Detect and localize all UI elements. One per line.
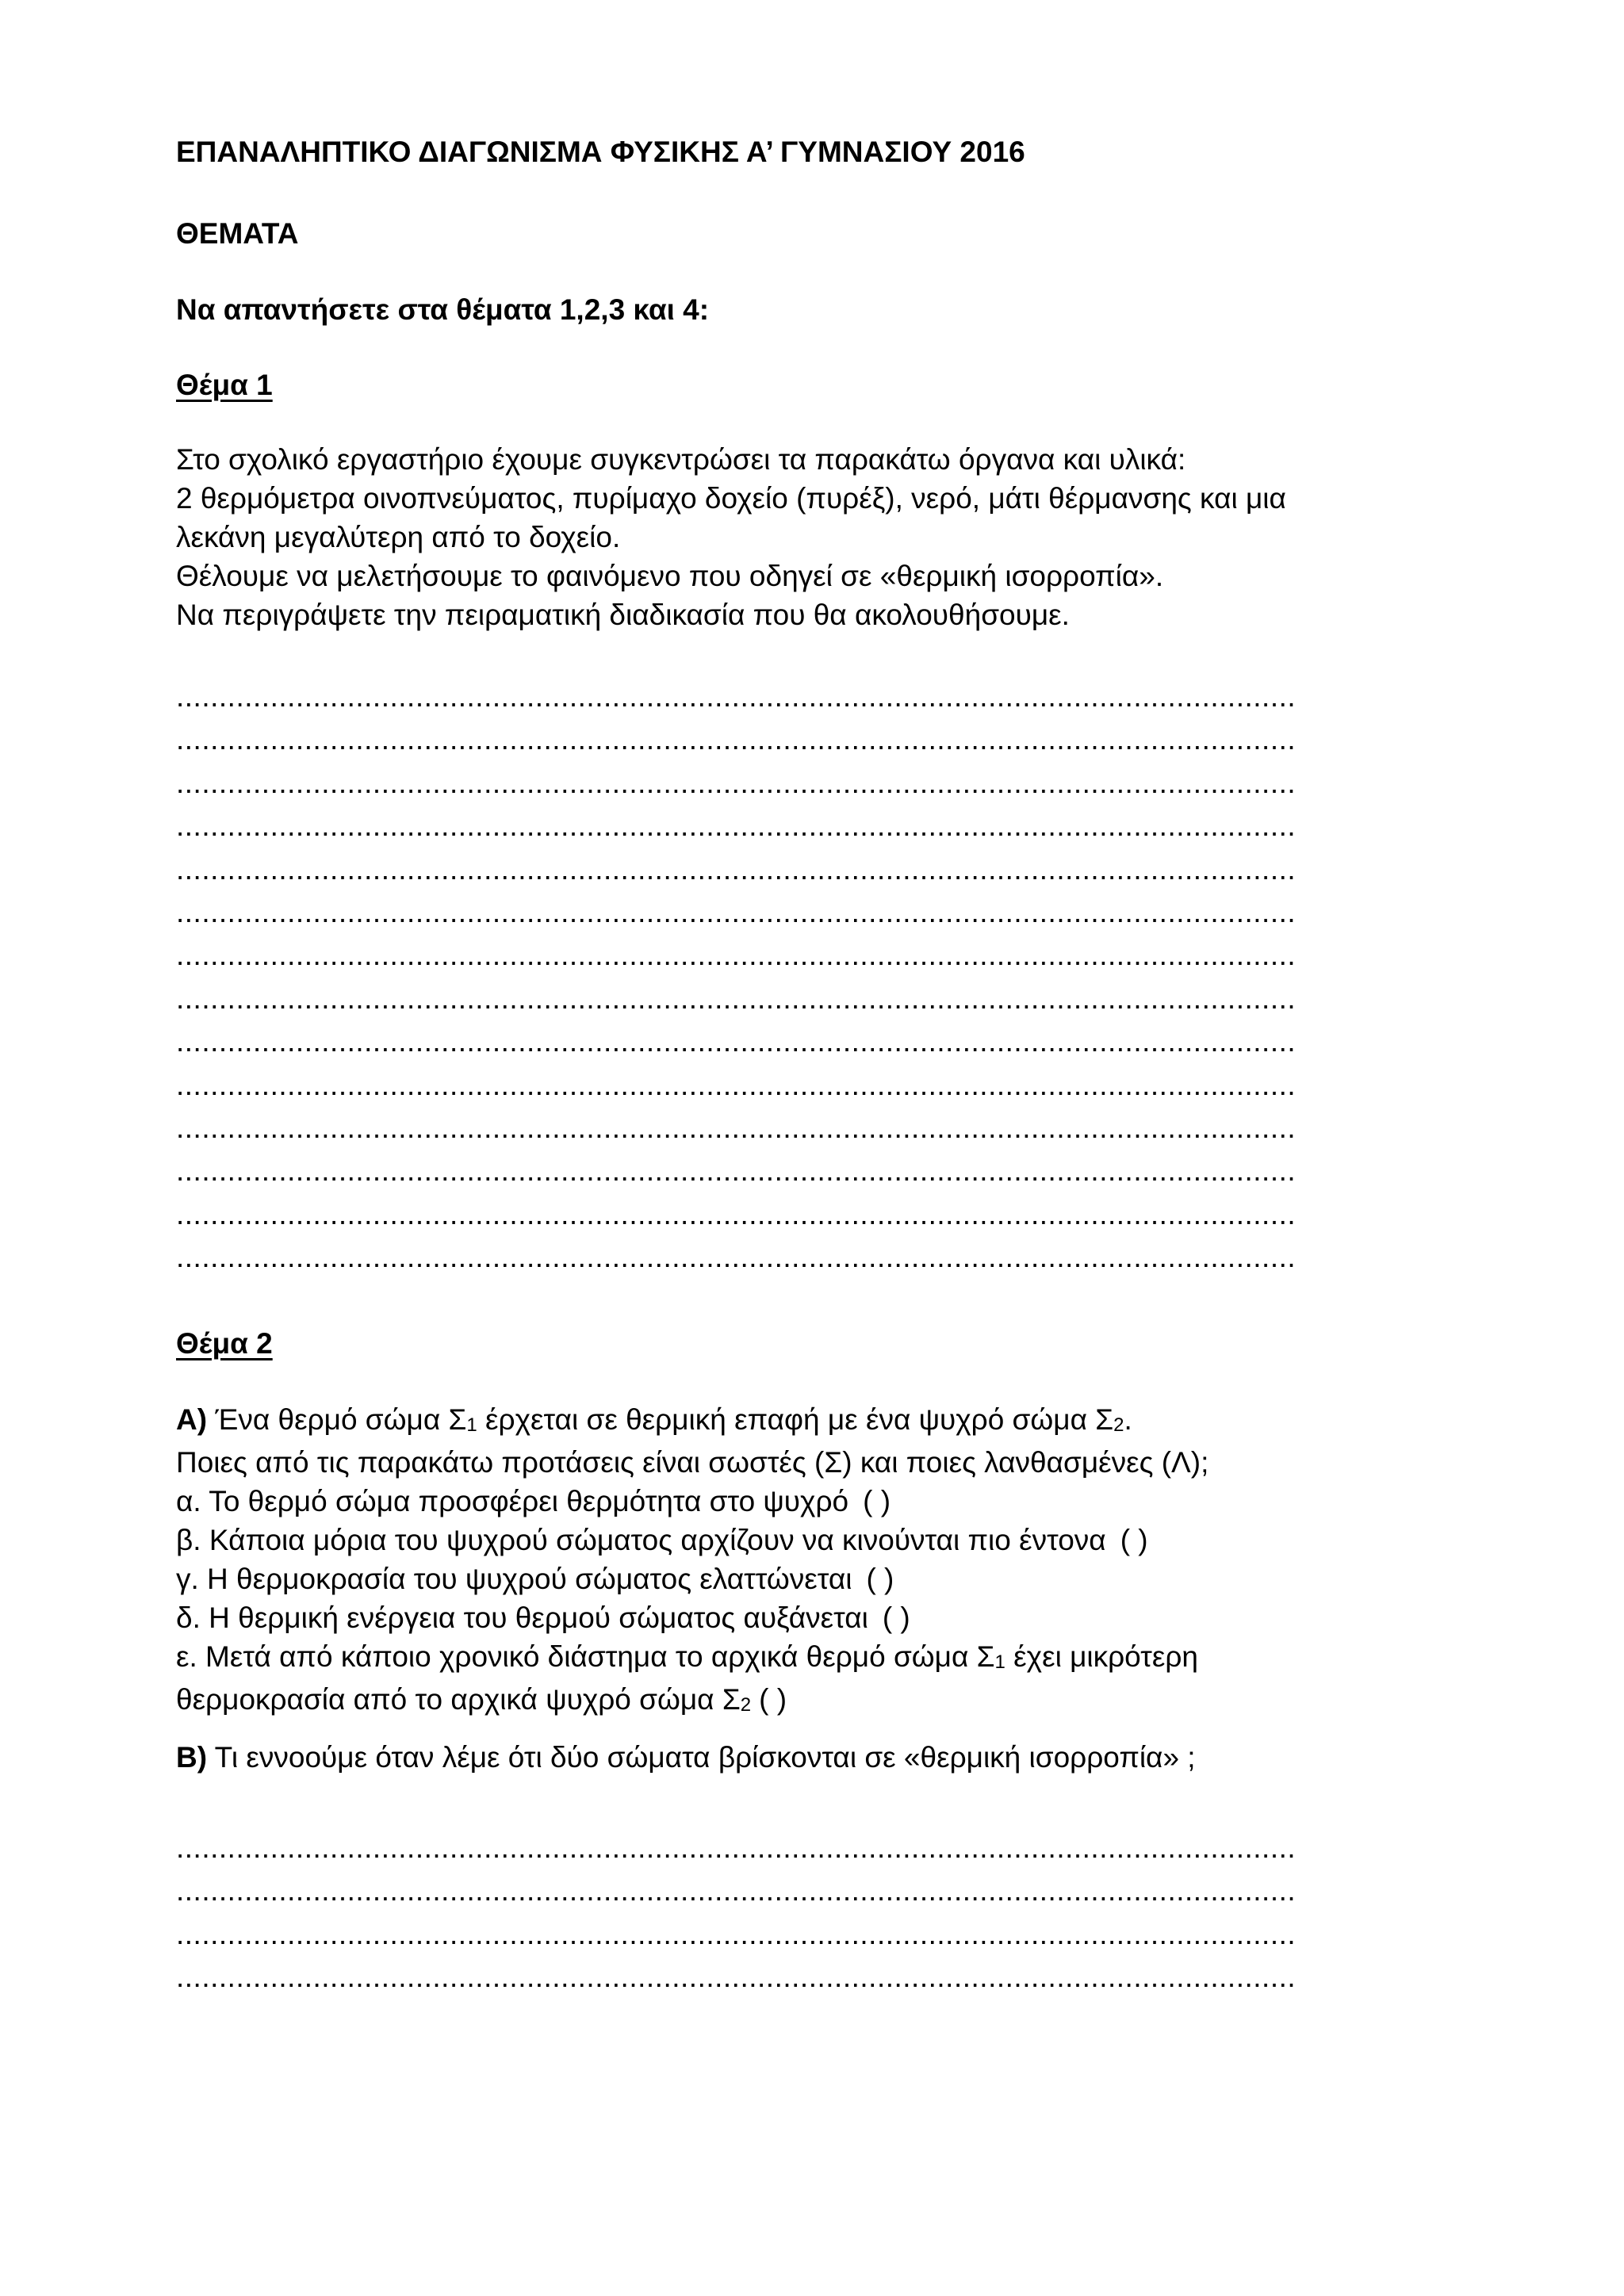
answer-blank[interactable]: ( ) (759, 1683, 787, 1716)
theme1-paragraph (176, 440, 1286, 634)
answer-line[interactable]: ................................................................................................................................... (176, 1917, 1297, 1950)
answer-blank[interactable]: ( ) (882, 1601, 910, 1634)
answer-line[interactable]: ................................................................................................................................... (176, 896, 1297, 929)
part-a-label: Α) (176, 1403, 208, 1436)
answer-line[interactable]: ................................................................................................................................... (176, 680, 1297, 713)
answer-line[interactable]: ................................................................................................................................... (176, 1025, 1297, 1058)
answer-line[interactable]: ................................................................................................................................... (176, 1068, 1297, 1101)
statement-c: γ. Η θερμοκρασία του ψυχρού σώματος ελαττώνεται ( ) (176, 1559, 1208, 1598)
answer-line[interactable]: ................................................................................................................................... (176, 982, 1297, 1015)
theme1-line: λεκάνη μεγαλύτερη από το δοχείο. (176, 521, 621, 553)
part-a-intro: Α) Ένα θερμό σώμα $\Sigma_1$ έρχεται σε θερμική επαφή με ένα ψυχρό σώμα $\Sigma_2$. (176, 1403, 1132, 1436)
answer-blank[interactable]: ( ) (863, 1485, 891, 1517)
answer-blank[interactable]: ( ) (866, 1563, 894, 1595)
theme2-part-b (176, 1739, 1196, 1777)
part-b-label: Β) (176, 1741, 208, 1774)
document-title: ΕΠΑΝΑΛΗΠΤΙΚΟ ΔΙΑΓΩΝΙΣΜΑ ΦΥΣΙΚΗΣ Α’ ΓΥΜΝΑΣΙΟΥ 2016 (176, 136, 1025, 168)
answer-line[interactable]: ................................................................................................................................... (176, 766, 1297, 799)
statement-a: α. Το θερμό σώμα προσφέρει θερμότητα στο ψυχρό ( ) (176, 1482, 1208, 1521)
statement-b: β. Κάποια μόρια του ψυχρού σώματος αρχίζουν να κινούνται πιο έντονα ( ) (176, 1521, 1208, 1559)
answer-line[interactable]: ................................................................................................................................... (176, 1961, 1297, 1994)
answer-line[interactable]: ................................................................................................................................... (176, 809, 1297, 843)
theme1-answer-area[interactable] (176, 675, 1445, 1280)
theme2-answer-area[interactable] (176, 1827, 1445, 1999)
answer-line[interactable]: ................................................................................................................................... (176, 1197, 1297, 1230)
theme1-line: Στο σχολικό εργαστήριο έχουμε συγκεντρώσει τα παρακάτω όργανα και υλικά: (176, 443, 1186, 476)
answer-line[interactable]: ................................................................................................................................... (176, 939, 1297, 972)
theme1-line: 2 θερμόμετρα οινοπνεύματος, πυρίμαχο δοχείο (πυρέξ), νερό, μάτι θέρμανσης και μια (176, 482, 1286, 515)
instruction-text: Να απαντήσετε στα θέματα 1,2,3 και 4: (176, 293, 710, 326)
document-subtitle: ΘΕΜΑΤΑ (176, 217, 299, 250)
part-b-question: Τι εννοούμε όταν λέμε ότι δύο σώματα βρίσκονται σε «θερμική ισορροπία» ; (214, 1741, 1196, 1774)
answer-line[interactable]: ................................................................................................................................... (176, 1154, 1297, 1188)
answer-line[interactable]: ................................................................................................................................... (176, 1241, 1297, 1274)
theme2-heading: Θέμα 2 (176, 1327, 273, 1360)
answer-line[interactable]: ................................................................................................................................... (176, 852, 1297, 886)
answer-line[interactable]: ................................................................................................................................... (176, 1874, 1297, 1908)
part-a-question: Ποιες από τις παρακάτω προτάσεις είναι σωστές (Σ) και ποιες λανθασμένες (Λ); (176, 1446, 1209, 1479)
theme2-part-a (176, 1400, 1208, 1723)
statement-d: δ. Η θερμική ενέργεια του θερμού σώματος αυξάνεται ( ) (176, 1598, 1208, 1637)
answer-line[interactable]: ................................................................................................................................... (176, 1831, 1297, 1864)
theme1-heading: Θέμα 1 (176, 369, 273, 401)
statement-e: ε. Μετά από κάποιο χρονικό διάστημα το αρχικά θερμό σώμα $\Sigma_1$ έχει μικρότερη (176, 1640, 1198, 1673)
answer-blank[interactable]: ( ) (1120, 1524, 1148, 1556)
answer-line[interactable]: ................................................................................................................................... (176, 1112, 1297, 1145)
statement-e-continued: θερμοκρασία από το αρχικά ψυχρό σώμα $\Sigma_2$ ( ) (176, 1680, 1208, 1723)
answer-line[interactable]: ................................................................................................................................... (176, 723, 1297, 756)
theme1-line: Να περιγράψετε την πειραματική διαδικασία που θα ακολουθήσουμε. (176, 599, 1070, 631)
theme1-line: Θέλουμε να μελετήσουμε το φαινόμενο που οδηγεί σε «θερμική ισορροπία». (176, 560, 1164, 592)
